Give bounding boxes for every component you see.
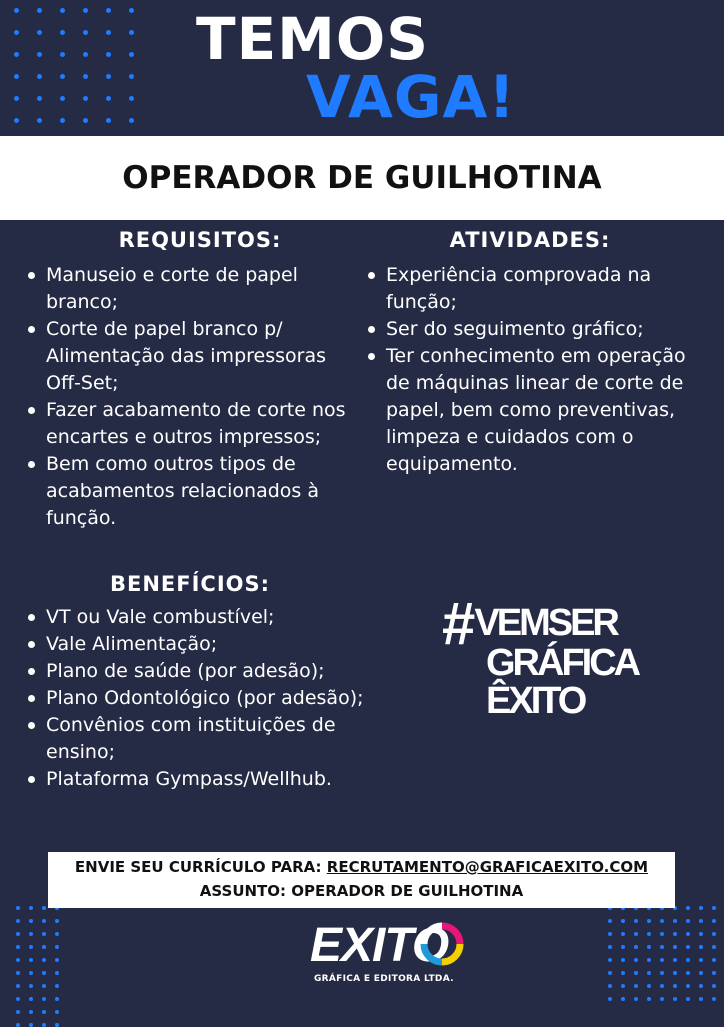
decorative-dot — [621, 971, 625, 975]
decorative-dot — [29, 919, 33, 923]
decorative-dot — [129, 30, 134, 35]
decorative-dot — [699, 945, 703, 949]
list-item: Manuseio e corte de papel branco; — [26, 262, 346, 316]
decorative-dot — [60, 52, 65, 57]
decorative-dot — [621, 919, 625, 923]
decorative-dot — [634, 984, 638, 988]
list-item: Ter conhecimento em operação de máquinas linear de corte de papel, bem como preventivas, limpeza e cuidados com o equipamento. — [366, 343, 706, 478]
decorative-dot — [55, 997, 59, 1001]
decorative-dot — [712, 932, 716, 936]
decorative-dot — [55, 1010, 59, 1014]
decorative-dot — [29, 932, 33, 936]
decorative-dot — [37, 52, 42, 57]
decorative-dot — [42, 1010, 46, 1014]
job-title: OPERADOR DE GUILHOTINA — [122, 160, 602, 196]
decorative-dot — [42, 932, 46, 936]
decorative-dot — [647, 932, 651, 936]
decorative-dot — [621, 997, 625, 1001]
decorative-dot — [29, 958, 33, 962]
decorative-dot — [83, 96, 88, 101]
decorative-dot — [55, 958, 59, 962]
decorative-dot — [660, 932, 664, 936]
decorative-dot — [712, 984, 716, 988]
list-item: Experiência comprovada na função; — [366, 262, 706, 316]
decorative-dot — [634, 919, 638, 923]
logo-subtitle: GRÁFICA E EDITORA LTDA. — [314, 974, 454, 984]
decorative-dot — [42, 971, 46, 975]
decorative-dot — [129, 96, 134, 101]
decorative-dot — [55, 984, 59, 988]
decorative-dot — [60, 96, 65, 101]
decorative-dot — [60, 118, 65, 123]
decorative-dot — [647, 919, 651, 923]
decorative-dot — [16, 906, 20, 910]
decorative-dot — [647, 945, 651, 949]
headline-vaga: VAGA! — [306, 63, 516, 131]
decorative-dot — [83, 52, 88, 57]
decorative-dot — [608, 919, 612, 923]
decorative-dot — [106, 30, 111, 35]
decorative-dot — [14, 8, 19, 13]
decorative-dot — [712, 971, 716, 975]
decorative-dot — [686, 932, 690, 936]
list-item: Bem como outros tipos de acabamentos relacionados à função. — [26, 451, 346, 532]
atividades-heading: ATIVIDADES: — [449, 228, 611, 252]
decorative-dot — [647, 984, 651, 988]
decorative-dot — [55, 932, 59, 936]
decorative-dot — [16, 984, 20, 988]
decorative-dot — [673, 984, 677, 988]
decorative-dot — [699, 997, 703, 1001]
decorative-dot-grid-bottom-left — [16, 906, 59, 1027]
decorative-dot — [608, 971, 612, 975]
decorative-dot — [660, 997, 664, 1001]
hashtag-line3: ÊXITO — [486, 680, 585, 722]
decorative-dot — [699, 958, 703, 962]
decorative-dot — [106, 74, 111, 79]
decorative-dot — [621, 932, 625, 936]
headline-temos: TEMOS — [196, 5, 429, 73]
list-item: Plataforma Gympass/Wellhub. — [26, 766, 366, 793]
decorative-dot — [699, 919, 703, 923]
decorative-dot — [634, 945, 638, 949]
decorative-dot — [55, 945, 59, 949]
decorative-dot — [14, 30, 19, 35]
decorative-dot — [699, 971, 703, 975]
decorative-dot — [29, 997, 33, 1001]
decorative-dot — [16, 945, 20, 949]
decorative-dot — [686, 971, 690, 975]
send-resume-box — [48, 852, 675, 908]
decorative-dot — [55, 919, 59, 923]
decorative-dot — [14, 52, 19, 57]
decorative-dot — [37, 118, 42, 123]
decorative-dot — [37, 8, 42, 13]
decorative-dot — [16, 932, 20, 936]
hashtag-line2: GRÁFICA — [486, 642, 639, 684]
decorative-dot — [660, 984, 664, 988]
decorative-dot — [129, 8, 134, 13]
decorative-dot — [621, 958, 625, 962]
beneficios-heading: BENEFÍCIOS: — [109, 572, 271, 596]
list-item: Corte de papel branco p/ Alimentação das impressoras Off-Set; — [26, 316, 346, 397]
decorative-dot — [29, 1010, 33, 1014]
decorative-dot — [29, 984, 33, 988]
decorative-dot — [660, 945, 664, 949]
decorative-dot — [42, 958, 46, 962]
decorative-dot — [660, 958, 664, 962]
list-item: Fazer acabamento de corte nos encartes e outros impressos; — [26, 397, 346, 451]
decorative-dot — [83, 74, 88, 79]
decorative-dot — [42, 906, 46, 910]
decorative-dot — [686, 984, 690, 988]
decorative-dot — [106, 8, 111, 13]
decorative-dot — [673, 945, 677, 949]
decorative-dot — [42, 945, 46, 949]
decorative-dot — [42, 997, 46, 1001]
decorative-dot — [83, 30, 88, 35]
decorative-dot — [712, 958, 716, 962]
decorative-dot — [699, 984, 703, 988]
cta-line-email — [48, 855, 675, 879]
decorative-dot — [14, 74, 19, 79]
decorative-dot — [16, 997, 20, 1001]
exito-logo — [300, 918, 480, 998]
decorative-dot — [60, 30, 65, 35]
decorative-dot — [55, 971, 59, 975]
decorative-dot — [608, 945, 612, 949]
decorative-dot — [673, 958, 677, 962]
decorative-dot — [14, 96, 19, 101]
decorative-dot — [16, 1010, 20, 1014]
decorative-dot — [106, 52, 111, 57]
decorative-dot-grid-bottom-right — [608, 906, 716, 1001]
decorative-dot — [634, 997, 638, 1001]
requisitos-heading: REQUISITOS: — [118, 228, 282, 252]
decorative-dot — [42, 984, 46, 988]
decorative-dot — [647, 971, 651, 975]
decorative-dot — [608, 984, 612, 988]
decorative-dot — [712, 997, 716, 1001]
decorative-dot — [129, 52, 134, 57]
decorative-dot — [60, 8, 65, 13]
decorative-dot — [14, 118, 19, 123]
job-title-banner — [0, 136, 724, 220]
hashtag-symbol: # — [442, 590, 473, 657]
decorative-dot — [29, 971, 33, 975]
decorative-dot — [634, 958, 638, 962]
list-item: Ser do seguimento gráfico; — [366, 316, 706, 343]
decorative-dot — [686, 945, 690, 949]
decorative-dot — [634, 932, 638, 936]
list-item: VT ou Vale combustível; — [26, 604, 366, 631]
atividades-list — [366, 262, 706, 478]
decorative-dot — [83, 118, 88, 123]
decorative-dot — [37, 96, 42, 101]
decorative-dot — [647, 997, 651, 1001]
decorative-dot — [621, 945, 625, 949]
decorative-dot — [29, 906, 33, 910]
decorative-dot — [686, 958, 690, 962]
decorative-dot — [673, 919, 677, 923]
decorative-dot — [42, 919, 46, 923]
decorative-dot — [106, 96, 111, 101]
decorative-dot — [712, 906, 716, 910]
list-item: Convênios com instituições de ensino; — [26, 712, 366, 766]
decorative-dot — [29, 945, 33, 949]
logo-wordmark: EXITO — [310, 919, 449, 972]
decorative-dot — [129, 118, 134, 123]
decorative-dot — [686, 906, 690, 910]
decorative-dot — [673, 932, 677, 936]
beneficios-list — [26, 604, 366, 793]
decorative-dot — [712, 945, 716, 949]
list-item: Plano Odontológico (por adesão); — [26, 685, 366, 712]
cta-subject: ASSUNTO: OPERADOR DE GUILHOTINA — [199, 882, 524, 900]
decorative-dot — [16, 919, 20, 923]
decorative-dot — [660, 971, 664, 975]
decorative-dot — [699, 932, 703, 936]
hashtag-vemser-grafica-exito — [442, 590, 639, 722]
decorative-dot — [686, 997, 690, 1001]
cta-prefix: ENVIE SEU CURRÍCULO PARA: — [74, 858, 327, 876]
decorative-dot — [60, 74, 65, 79]
decorative-dot — [673, 971, 677, 975]
decorative-dot — [621, 984, 625, 988]
decorative-dot — [83, 8, 88, 13]
decorative-dot — [16, 971, 20, 975]
logo-color-ring-icon — [420, 922, 464, 966]
decorative-dot — [634, 971, 638, 975]
decorative-dot — [608, 958, 612, 962]
decorative-dot-grid-top-left — [14, 8, 134, 123]
decorative-dot — [129, 74, 134, 79]
hashtag-line1: VEMSER — [474, 602, 617, 644]
decorative-dot — [699, 906, 703, 910]
decorative-dot — [608, 932, 612, 936]
list-item: Plano de saúde (por adesão); — [26, 658, 366, 685]
decorative-dot — [37, 30, 42, 35]
list-item: Vale Alimentação; — [26, 631, 366, 658]
decorative-dot — [608, 997, 612, 1001]
decorative-dot — [660, 919, 664, 923]
decorative-dot — [37, 74, 42, 79]
recruitment-email-link[interactable]: RECRUTAMENTO@GRAFICAEXITO.COM — [326, 858, 649, 876]
decorative-dot — [16, 958, 20, 962]
decorative-dot — [712, 919, 716, 923]
decorative-dot — [106, 118, 111, 123]
decorative-dot — [686, 919, 690, 923]
decorative-dot — [647, 958, 651, 962]
decorative-dot — [673, 997, 677, 1001]
requisitos-list — [26, 262, 346, 532]
